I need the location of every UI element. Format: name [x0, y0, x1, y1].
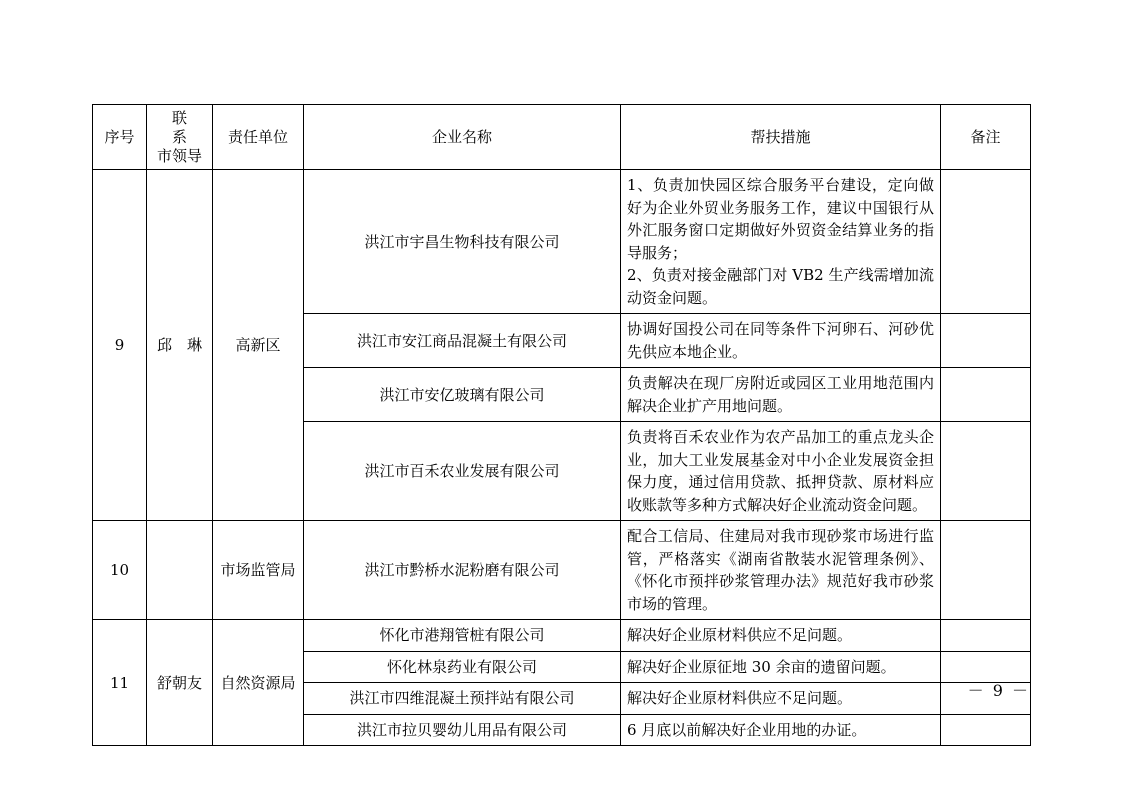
cell-company: 洪江市拉贝婴幼儿用品有限公司: [304, 714, 621, 746]
cell-measure: 1、负责加快园区综合服务平台建设，定向做好为企业外贸业务服务工作，建议中国银行从外汇服务窗口定期做好外贸资金结算业务的指导服务； 2、负责对接金融部门对 VB2 生产线需增加流动资金问题。: [621, 170, 941, 314]
column-header-measure: 帮扶措施: [621, 105, 941, 170]
cell-remark: [941, 314, 1031, 368]
cell-leader: [147, 521, 213, 620]
cell-measure: 解决好企业原征地 30 余亩的遗留问题。: [621, 651, 941, 683]
cell-unit: 自然资源局: [213, 620, 304, 746]
column-header-company: 企业名称: [304, 105, 621, 170]
cell-measure: 6 月底以前解决好企业用地的办证。: [621, 714, 941, 746]
column-header-remark: 备注: [941, 105, 1031, 170]
cell-seq: 10: [93, 521, 147, 620]
cell-measure: 解决好企业原材料供应不足问题。: [621, 683, 941, 715]
cell-unit: 高新区: [213, 170, 304, 521]
table-row: [93, 170, 1031, 314]
cell-company: 怀化林泉药业有限公司: [304, 651, 621, 683]
cell-remark: [941, 620, 1031, 652]
cell-remark: [941, 170, 1031, 314]
cell-unit: 市场监管局: [213, 521, 304, 620]
cell-measure: 负责将百禾农业作为农产品加工的重点龙头企业，加大工业发展基金对中小企业发展资金担保力度，通过信用贷款、抵押贷款、原材料应收账款等多种方式解决好企业流动资金问题。: [621, 422, 941, 521]
column-header-seq: 序号: [93, 105, 147, 170]
column-header-leader-line2: 市领导: [156, 146, 202, 165]
column-header-leader-line1: 联 系: [171, 109, 215, 146]
column-header-leader: [147, 105, 213, 170]
cell-remark: [941, 422, 1031, 521]
cell-seq: 9: [93, 170, 147, 521]
cell-measure: 负责解决在现厂房附近或园区工业用地范围内解决企业扩产用地问题。: [621, 368, 941, 422]
cell-remark: [941, 368, 1031, 422]
cell-measure: 配合工信局、住建局对我市现砂浆市场进行监管，严格落实《湖南省散装水泥管理条例》、《怀化市预拌砂浆管理办法》规范好我市砂浆市场的管理。: [621, 521, 941, 620]
table-header-row: [93, 105, 1031, 170]
support-measures-table: [92, 104, 1031, 746]
cell-company: 洪江市黔桥水泥粉磨有限公司: [304, 521, 621, 620]
cell-leader: 邱 琳: [147, 170, 213, 521]
cell-measure: 协调好国投公司在同等条件下河卵石、河砂优先供应本地企业。: [621, 314, 941, 368]
table-body: [93, 170, 1031, 746]
column-header-unit: 责任单位: [213, 105, 304, 170]
cell-remark: [941, 521, 1031, 620]
cell-company: 洪江市安亿玻璃有限公司: [304, 368, 621, 422]
cell-company: 怀化市港翔管桩有限公司: [304, 620, 621, 652]
cell-company: 洪江市四维混凝土预拌站有限公司: [304, 683, 621, 715]
cell-remark: [941, 714, 1031, 746]
cell-company: 洪江市宇昌生物科技有限公司: [304, 170, 621, 314]
table-row: [93, 521, 1031, 620]
table-row: [93, 620, 1031, 652]
cell-company: 洪江市百禾农业发展有限公司: [304, 422, 621, 521]
cell-company: 洪江市安江商品混凝土有限公司: [304, 314, 621, 368]
page-number: － 9 －: [967, 681, 1030, 700]
table-header: [93, 105, 1031, 170]
cell-seq: 11: [93, 620, 147, 746]
cell-leader: 舒朝友: [147, 620, 213, 746]
cell-measure: 解决好企业原材料供应不足问题。: [621, 620, 941, 652]
